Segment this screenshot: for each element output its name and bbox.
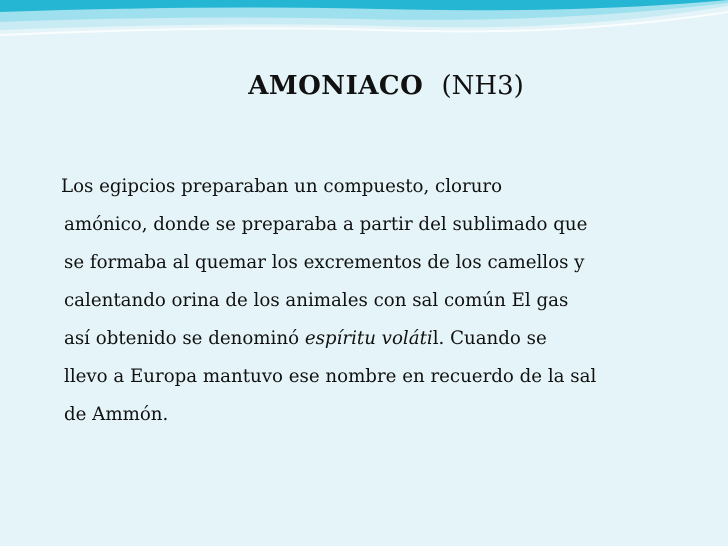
body-line-7: de Ammón. (64, 404, 169, 425)
body-line-4: calentando orina de los animales con sal común El gas (64, 290, 569, 311)
title-formula: (NH3) (441, 71, 524, 101)
line5-after: l. Cuando se (432, 328, 547, 349)
body-line-6: llevo a Europa mantuvo ese nombre en recuerdo de la sal (64, 366, 597, 387)
line5-before: así obtenido se denominó (64, 328, 305, 349)
slide-title (0, 68, 728, 104)
italic-term: espíritu voláti (304, 328, 433, 349)
body-line-2: amónico, donde se preparaba a partir del sublimado que (64, 214, 588, 235)
slide-body (61, 172, 724, 438)
decorative-waves (0, 0, 728, 60)
body-line-1: Los egipcios preparaban un compuesto, cloruro (61, 176, 503, 197)
body-line-3: se formaba al quemar los excrementos de los camellos y (64, 252, 585, 273)
body-line-5 (64, 324, 724, 362)
title-main: AMONIACO (248, 71, 424, 101)
